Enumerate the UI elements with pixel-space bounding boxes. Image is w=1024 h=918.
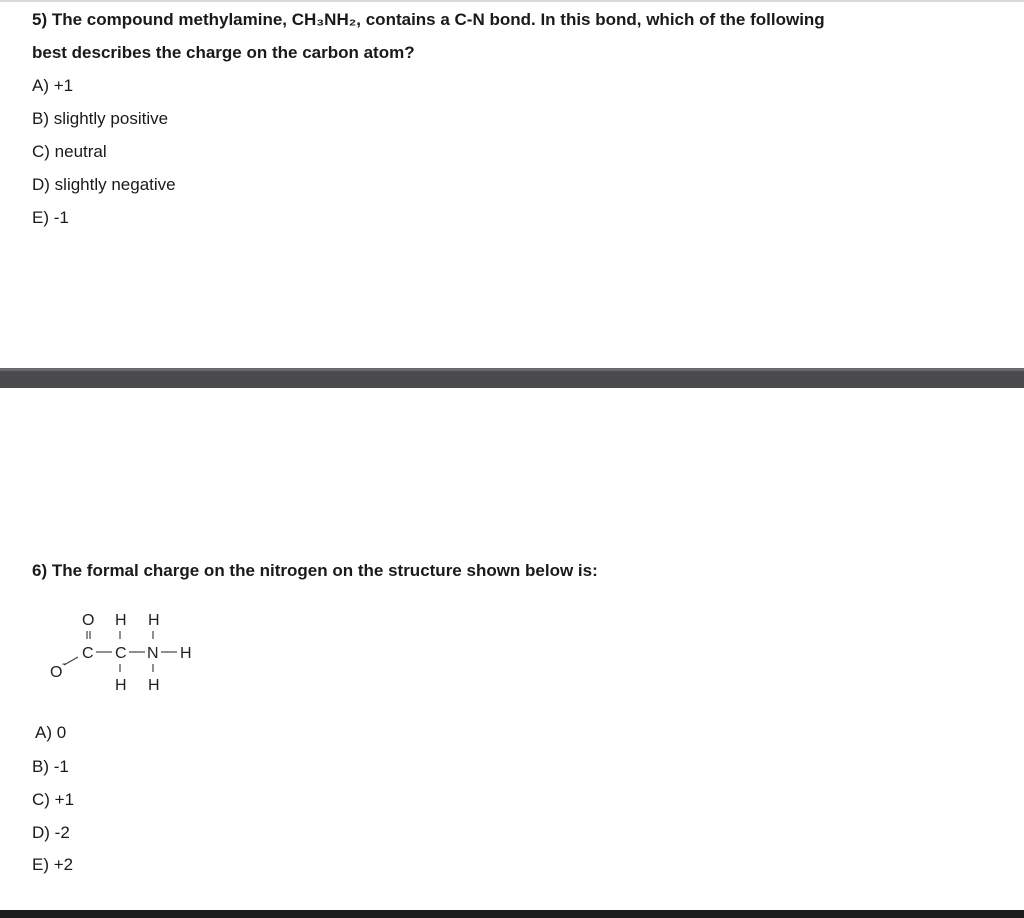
bottom-bar [0,910,1024,918]
question-6-option-b: B) -1 [32,757,69,776]
atom-c1: C [82,645,94,662]
question-6-text: 6) The formal charge on the nitrogen on the structure shown below is: [32,561,598,580]
question-6-option-c: C) +1 [32,790,75,809]
question-5-option-a: A) +1 [32,76,74,95]
atom-o-carbonyl: O [82,612,95,629]
question-6-option-d: D) -2 [32,823,70,842]
atom-h-right: H [180,645,192,662]
atom-c2: C [115,645,127,662]
question-5-text-line-1: 5) The compound methylamine, CH₃NH₂, contains a C-N bond. In this bond, which of the following [32,10,825,29]
atom-h-bottom-2: H [148,677,160,694]
negative-charge: - [62,656,66,670]
question-5-option-d: D) slightly negative [32,175,176,194]
question-5-option-c: C) neutral [32,142,107,161]
section-divider-highlight [0,368,1024,371]
atom-h-bottom-1: H [115,677,127,694]
atom-o-minus: O [50,664,63,681]
section-divider [0,368,1024,388]
question-5-option-b: B) slightly positive [32,109,169,128]
bond-c1-o-minus [64,657,78,665]
question-5-option-e: E) -1 [32,208,69,227]
question-6-option-a: A) 0 [35,723,67,742]
question-5-text-line-2: best describes the charge on the carbon atom? [32,43,415,62]
atom-h-top-2: H [148,612,160,629]
atom-n: N [147,645,159,662]
top-rule [0,0,1024,2]
glycine-structure [40,605,220,705]
question-6-option-e: E) +2 [32,855,74,874]
atom-h-top-1: H [115,612,127,629]
